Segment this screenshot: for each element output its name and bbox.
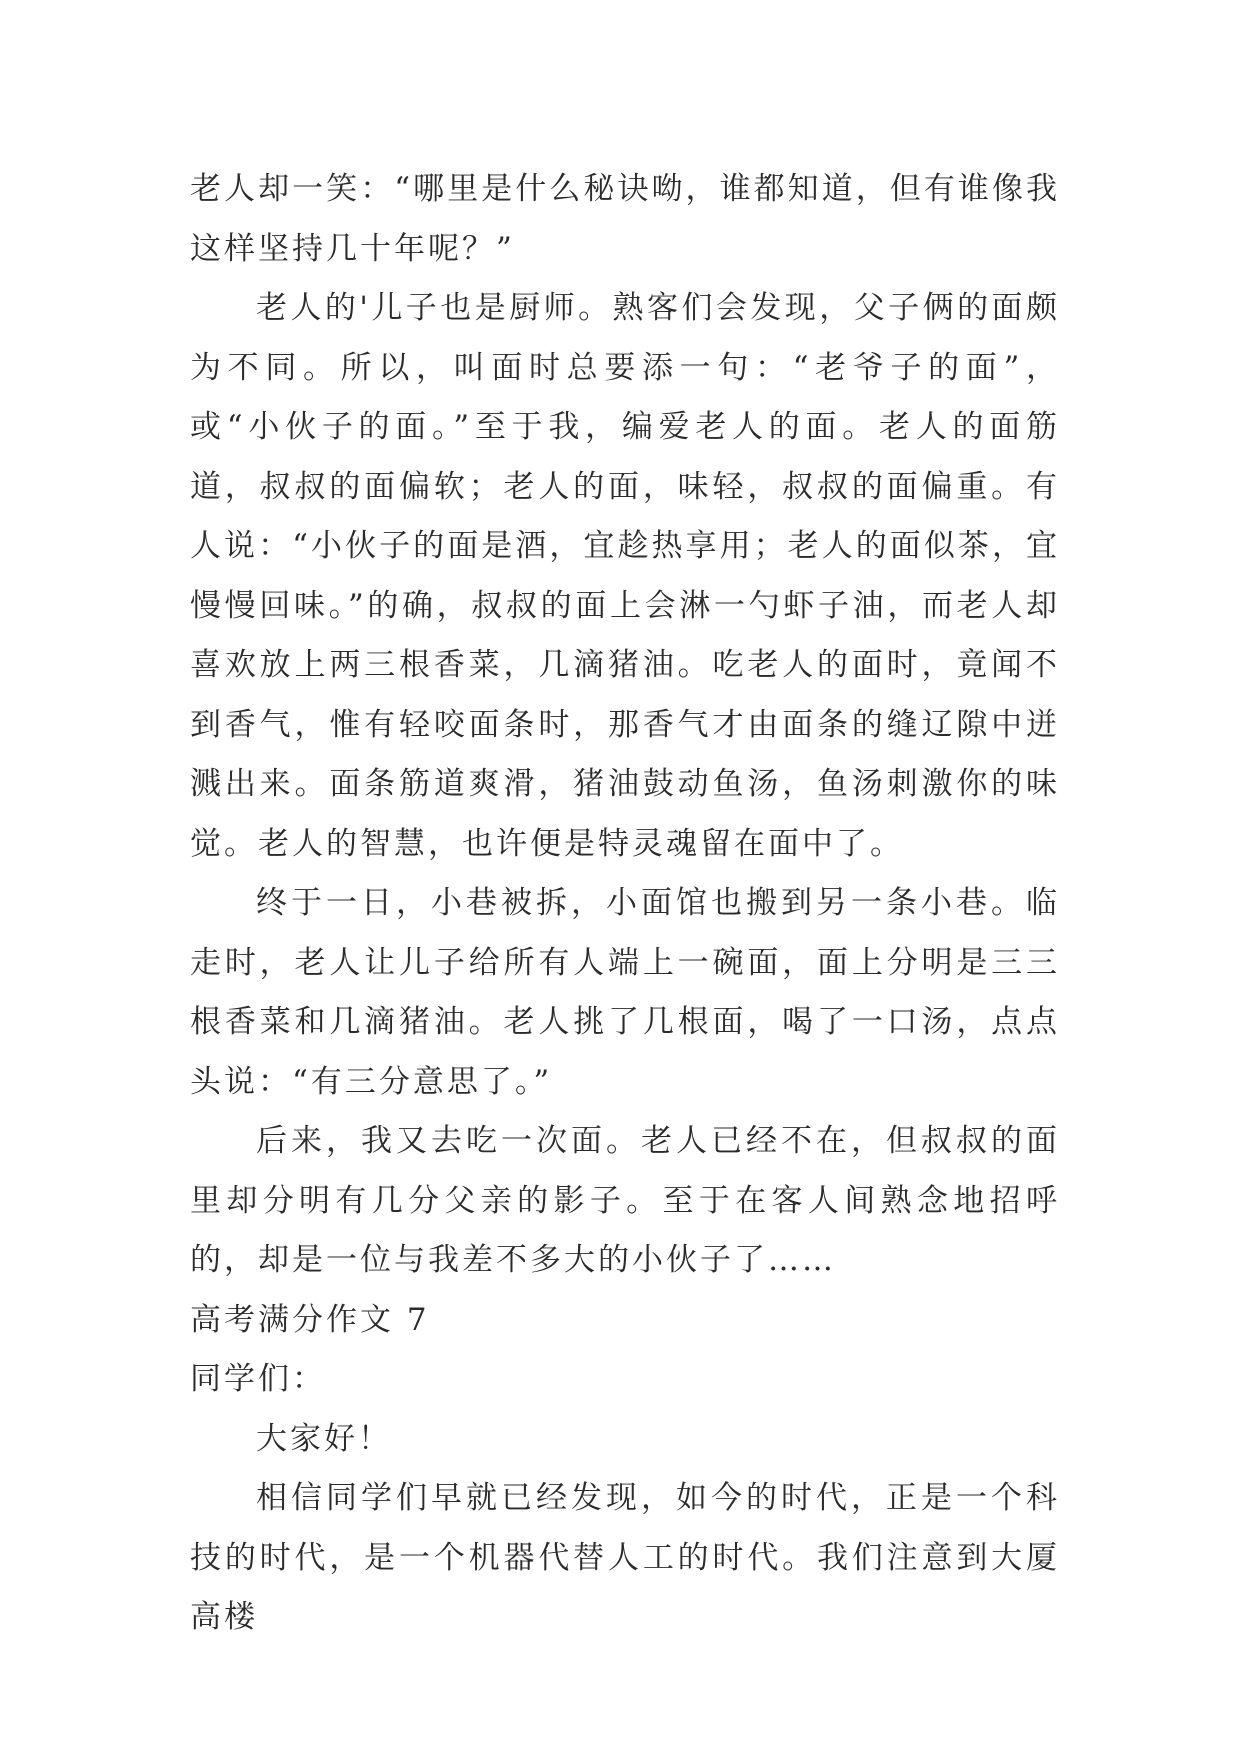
salutation: 同学们： — [190, 1361, 326, 1397]
paragraph: 老人的'儿子也是厨师。熟客们会发现，父子俩的面颇为不同。所以，叫面时总要添一句：“老爷子的面”，或“小伙子的面。”至于我，编爱老人的面。老人的面筋道，叔叔的面偏软；老人的面，味轻，叔叔的面偏重。有人说：“小伙子的面是酒，宜趁热享用；老人的面似茶，宜慢慢回味。”的确，叔叔的面上会淋一勺虾子油，而老人却喜欢放上两三根香菜，几滴猪油。吃老人的面时，竟闻不到香气，惟有轻咬面条时，那香气才由面条的缝辽隙中迸溅出来。面条筋道爽滑，猪油鼓动鱼汤，鱼汤刺激你的味觉。老人的智慧，也许便是特灵魂留在面中了。 — [190, 290, 1060, 862]
paragraph: 后来，我又去吃一次面。老人已经不在，但叔叔的面里却分明有几分父亲的影子。至于在客人间熟念地招呼的，却是一位与我差不多大的小伙子了…… — [190, 1123, 1060, 1278]
section-title: 高考满分作文 7 — [190, 1301, 430, 1338]
document-body — [190, 160, 1060, 1648]
paragraph: 终于一日，小巷被拆，小面馆也搬到另一条小巷。临走时，老人让儿子给所有人端上一碗面，面上分明是三三根香菜和几滴猪油。老人挑了几根面，喝了一口汤，点点头说：“有三分意思了。” — [190, 885, 1060, 1100]
paragraph: 相信同学们早就已经发现，如今的时代，正是一个科技的时代，是一个机器代替人工的时代。我们注意到大厦高楼 — [190, 1480, 1060, 1635]
greeting: 大家好！ — [256, 1420, 392, 1457]
paragraph: 老人却一笑：“哪里是什么秘诀呦，谁都知道，但有谁像我这样坚持几十年呢？” — [190, 171, 1060, 267]
